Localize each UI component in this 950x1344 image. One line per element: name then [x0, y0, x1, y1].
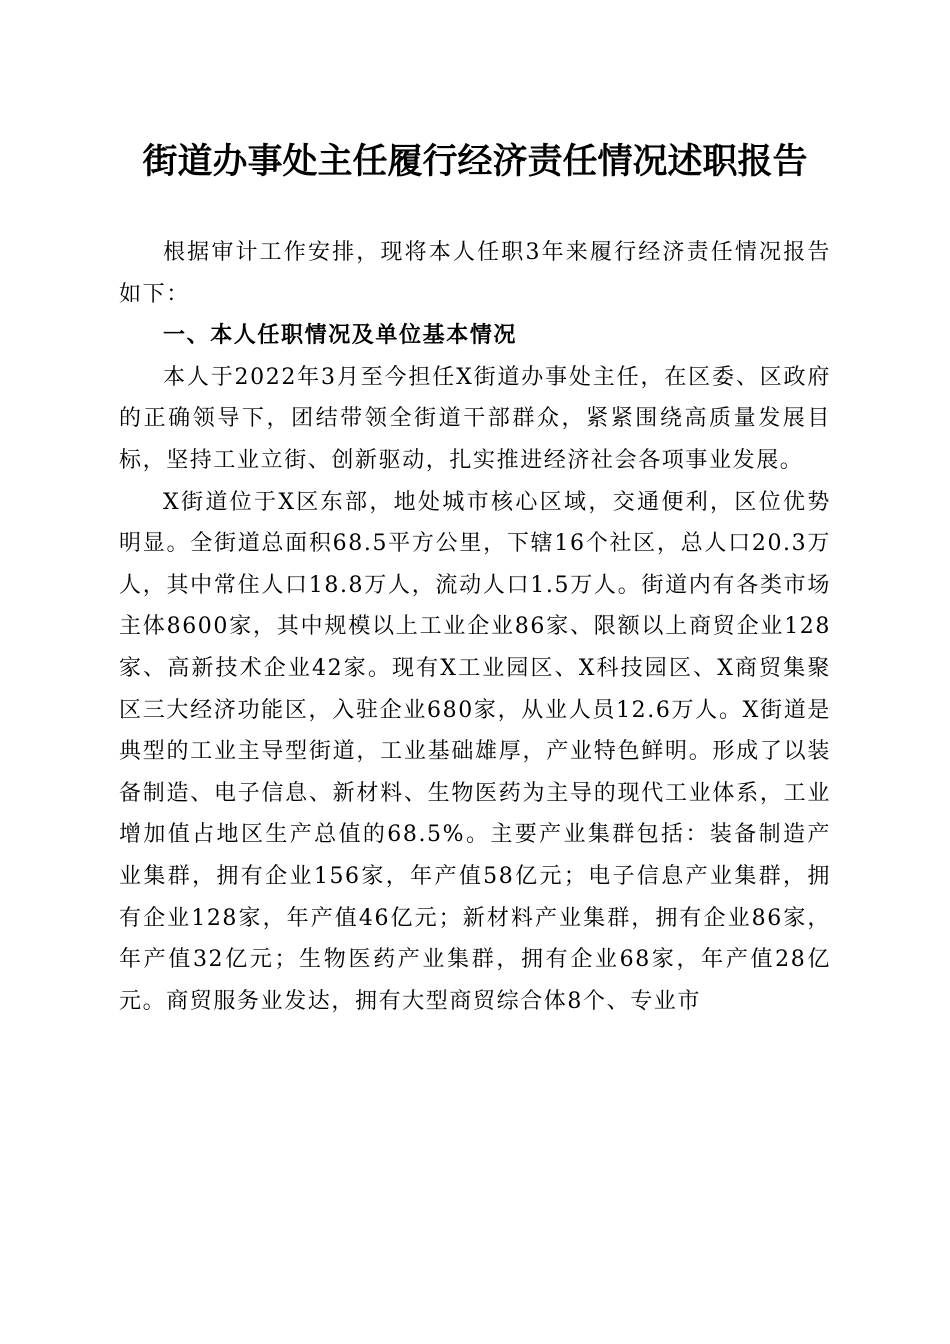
- document-body: [119, 232, 831, 1022]
- intro-paragraph: 根据审计工作安排，现将本人任职3年来履行经济责任情况报告如下：: [119, 240, 831, 307]
- document-title: 街道办事处主任履行经济责任情况述职报告: [142, 142, 808, 182]
- paragraph-appointment: 本人于2022年3月至今担任X街道办事处主任，在区委、区政府的正确领导下，团结带领全街道干部群众，紧紧围绕高质量发展目标，坚持工业立街、创新驱动，扎实推进经济社会各项事业发展。: [119, 364, 831, 473]
- section-heading: 一、本人任职情况及单位基本情况: [163, 323, 518, 349]
- paragraph-overview: X街道位于X区东部，地处城市核心区域，交通便利，区位优势明显。全街道总面积68.5平方公里，下辖16个社区，总人口20.3万人，其中常住人口18.8万人，流动人口1.5万人。街道内有各类市场主体8600家，其中规模以上工业企业86家、限额以上商贸企业128家、高新技术企业42家。现有X工业园区、X科技园区、X商贸集聚区三大经济功能区，入驻企业680家，从业人员12.6万人。X街道是典型的工业主导型街道，工业基础雄厚，产业特色鲜明。形成了以装备制造、电子信息、新材料、生物医药为主导的现代工业体系，工业增加值占地区生产总值的68.5%。主要产业集群包括：装备制造产业集群，拥有企业156家，年产值58亿元；电子信息产业集群，拥有企业128家，年产值46亿元；新材料产业集群，拥有企业86家，年产值32亿元；生物医药产业集群，拥有企业68家，年产值28亿元。商贸服务业发达，拥有大型商贸综合体8个、专业市: [119, 489, 831, 1014]
